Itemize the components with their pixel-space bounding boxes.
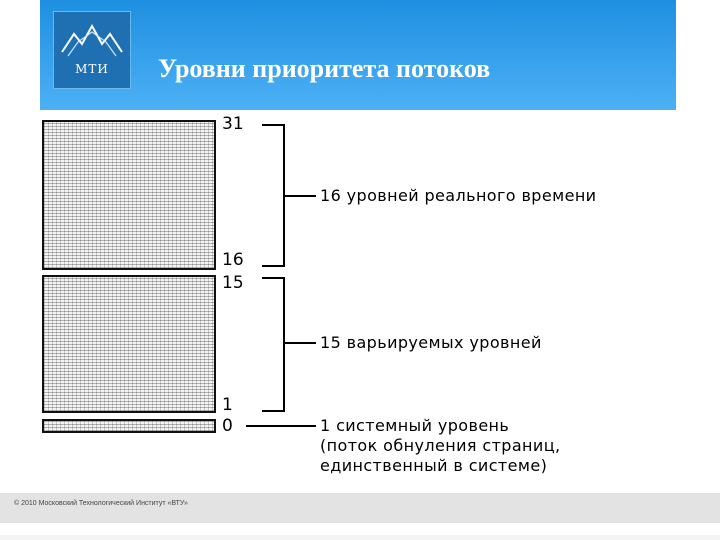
priority-15-label: 15 — [222, 273, 244, 293]
footer-copyright: © 2010 Московский Технологический Институт «ВТУ» — [14, 500, 188, 507]
system-level-label-line1: 1 системный уровень — [320, 416, 510, 435]
variable-levels-label: 15 варьируемых уровней — [320, 333, 542, 352]
priority-1-label: 1 — [222, 395, 233, 415]
bottom-divider — [0, 535, 720, 540]
system-level-label-line3: единственный в системе) — [320, 456, 548, 475]
variable-bracket — [262, 278, 284, 411]
footer-bar — [0, 493, 720, 523]
priority-16-label: 16 — [222, 250, 244, 270]
logo-text: МТИ — [75, 62, 109, 76]
realtime-bracket — [262, 125, 284, 266]
priority-31-label: 31 — [222, 114, 244, 134]
realtime-levels-label: 16 уровней реального времени — [320, 186, 597, 205]
priority-0-label: 0 — [222, 416, 233, 436]
page-title: Уровни приоритета потоков — [158, 54, 491, 83]
system-level-label-line2: (поток обнуления страниц, — [320, 436, 561, 455]
